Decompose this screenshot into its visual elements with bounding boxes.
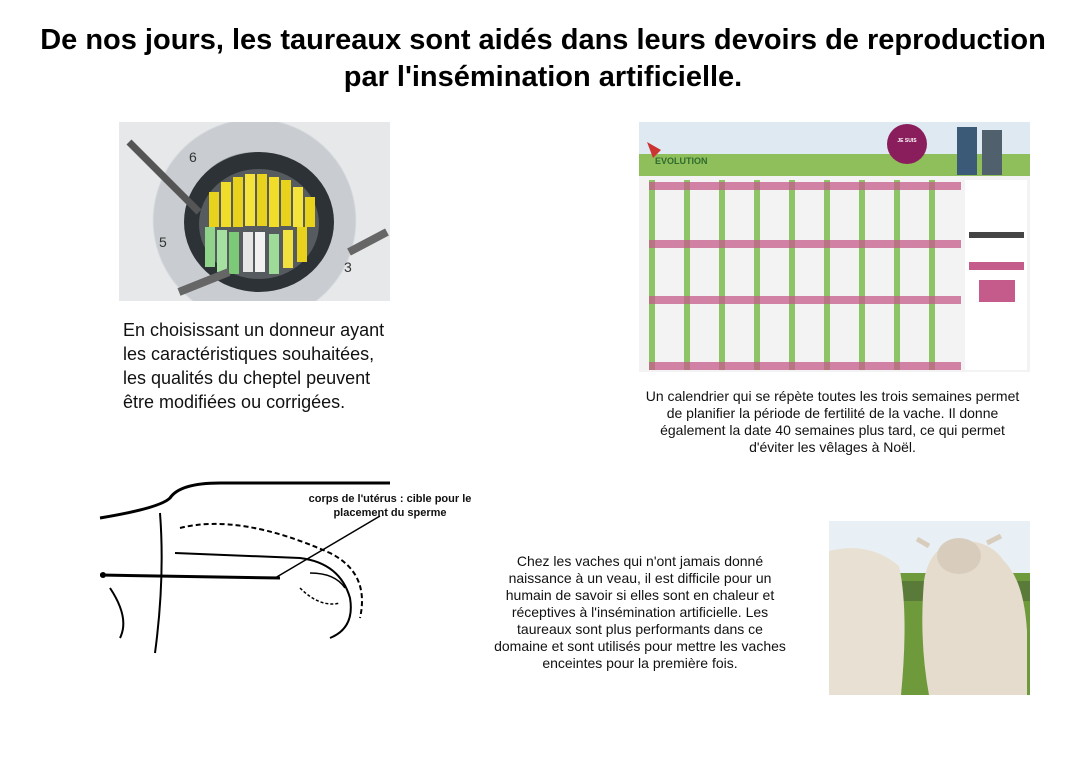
svg-text:5: 5 bbox=[159, 234, 167, 250]
calendar-pink-row bbox=[649, 182, 961, 190]
calendar-brand: EVOLUTION bbox=[655, 156, 708, 166]
calendar-pink-row bbox=[649, 296, 961, 304]
page-title: De nos jours, les taureaux sont aidés dans leurs devoirs de reproduction par l'insémination artificielle. bbox=[40, 24, 1046, 93]
calendar-column-stripe bbox=[684, 180, 690, 370]
svg-text:JE SUIS: JE SUIS bbox=[897, 138, 917, 144]
uterus-target-label: corps de l'utérus : cible pour le placement du sperme bbox=[308, 493, 472, 519]
calendar-column-stripe bbox=[894, 180, 900, 370]
svg-text:6: 6 bbox=[189, 149, 197, 165]
svg-text:3: 3 bbox=[344, 259, 352, 275]
calendar-column-stripe bbox=[754, 180, 760, 370]
cryogenic-straws-illustration bbox=[119, 122, 390, 301]
calendar-pink-row bbox=[649, 240, 961, 248]
calendar-column-stripe bbox=[789, 180, 795, 370]
calendar-column-stripe bbox=[719, 180, 725, 370]
calendar-column-stripe bbox=[649, 180, 655, 370]
fertility-calendar-image bbox=[639, 122, 1030, 372]
calendar-column-stripe bbox=[859, 180, 865, 370]
bulls-in-field-photo bbox=[829, 521, 1030, 695]
insemination-diagram bbox=[100, 478, 472, 656]
calendar-pink-row bbox=[649, 362, 961, 370]
calendar-column-stripe bbox=[824, 180, 830, 370]
donor-selection-text: En choisissant un donneur ayant les caractéristiques souhaitées, les qualités du cheptel peuvent être modifiées ou corrigées. bbox=[123, 320, 385, 412]
calendar-grid bbox=[649, 180, 961, 370]
calendar-column-stripe bbox=[929, 180, 935, 370]
bull-heat-detection-text: Chez les vaches qui n'ont jamais donné naissance à un veau, il est difficile pour un humain de savoir si elles sont en chaleur et réceptives à l'insémination artificielle. Les taureaux sont plus performants dans ce domaine et sont utilisés pour mettre les vaches enceintes pour la première fois. bbox=[494, 553, 786, 671]
cryogenic-straws-photo bbox=[119, 122, 390, 301]
calendar-caption: Un calendrier qui se répète toutes les trois semaines permet de planifier la période de fertilité de la vache. Il donne également la date 40 semaines plus tard, ce qui permet d'éviter les vêlages à Noël. bbox=[645, 388, 1020, 455]
